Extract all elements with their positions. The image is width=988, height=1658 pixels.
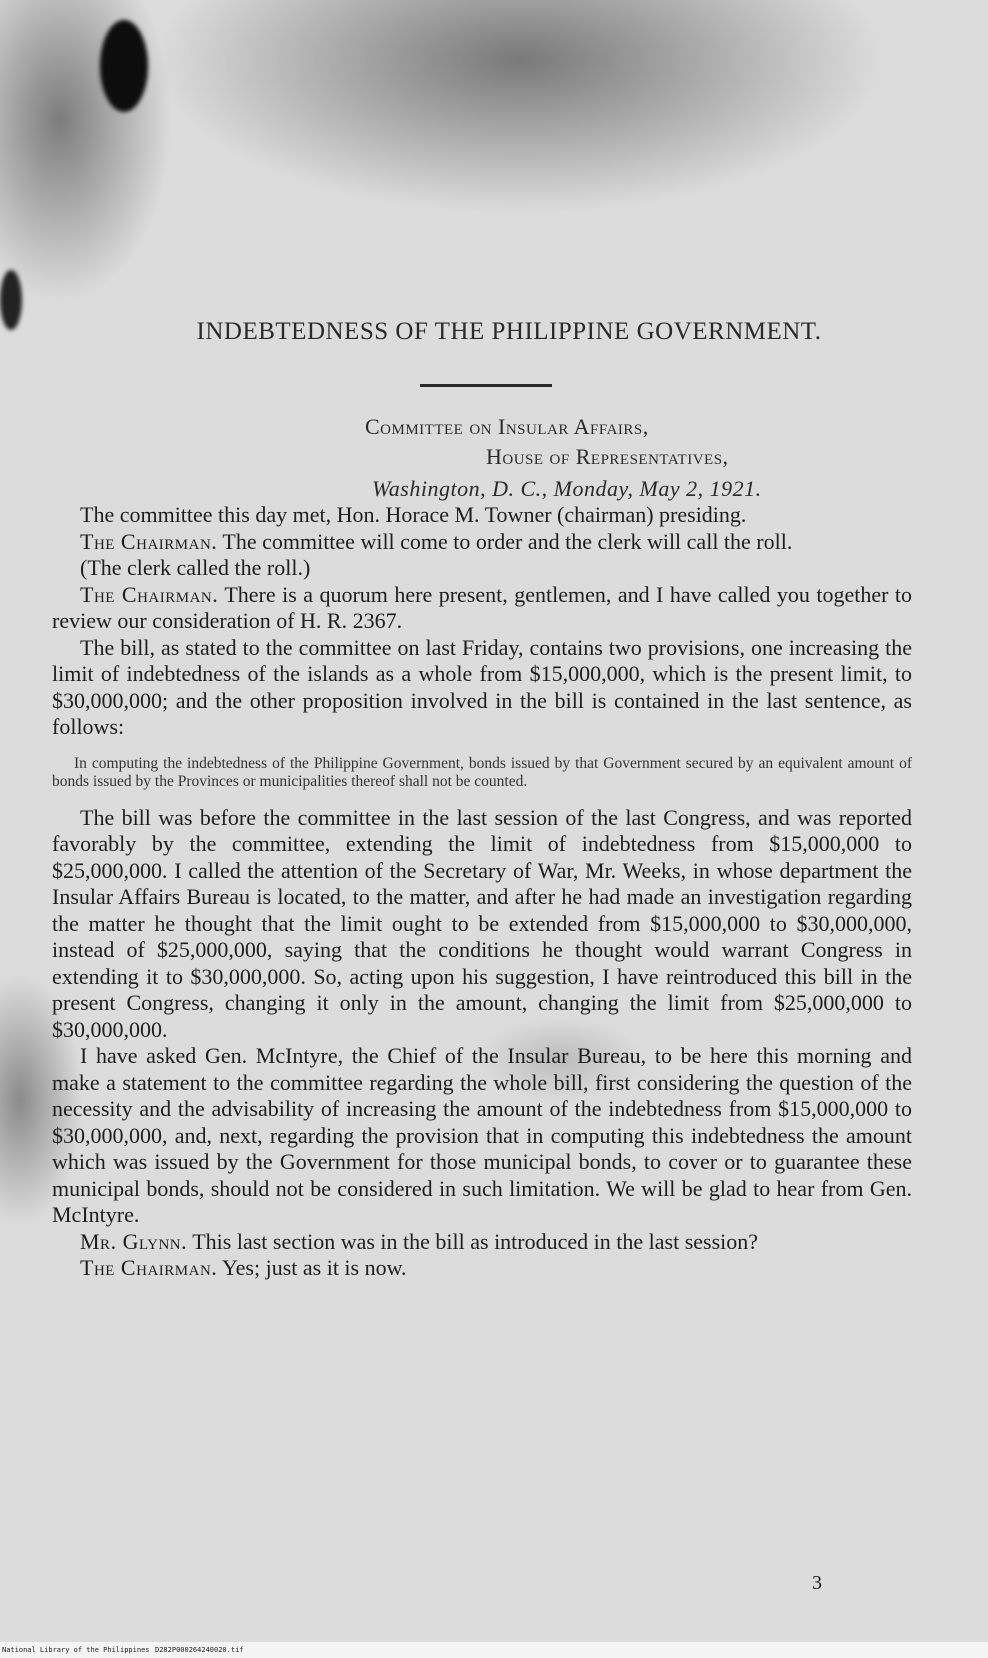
speaker-name: The Chairman. xyxy=(80,528,218,554)
paragraph xyxy=(52,582,912,635)
paragraph-text: I have asked Gen. McIntyre, the Chief of the Insular Bureau, to be here this morning and make a statement to the committee regarding the whole bill, first considering the question of the necessity and the advisability of increasing the amount of the indebtedness from $15,000,000 to $30,000,000, and, next, regarding the provision that in computing this indebtedness the amount which was issued by the Government for those municipal bonds, to cover or to guarantee these municipal bonds, should not be considered in such limitation. We will be glad to hear from Gen. McIntyre. xyxy=(52,1043,912,1227)
paragraph xyxy=(52,805,912,1044)
title-rule xyxy=(420,384,552,387)
speaker-name: The Chairman. xyxy=(80,1255,218,1280)
paragraph xyxy=(52,1255,912,1282)
scan-credit: National Library of the Philippines xyxy=(2,1646,150,1654)
paragraph-text: (The clerk called the roll.) xyxy=(80,555,311,580)
house-line: House of Representatives, xyxy=(486,444,729,469)
paragraph-text: The bill was before the committee in the last session of the last Congress, and was reported favorably by the committee, extending the limit of indebtedness from $15,000,000 to $25,000,000. I called the attention of the Secretary of War, Mr. Weeks, in whose department the Insular Affairs Bureau is located, to the matter, and after he had made an investigation regarding the matter he thought that the limit ought to be extended from $15,000,000 to $30,000,000, instead of $25,000,000, saying that the conditions he thought would warrant Congress in extending it to $30,000,000. So, acting upon his suggestion, I have reintroduced this bill in the present Congress, changing it only in the amount, changing the limit from $25,000,000 to $30,000,000. xyxy=(52,804,912,1042)
scan-filename: D282P000264240020.tif xyxy=(155,1646,244,1654)
paragraph-text: The bill, as stated to the committee on last Friday, contains two provisions, one increasing the limit of indebtedness of the islands as a whole from $15,000,000, which is the present limit, to $30,000,000; and the other proposition involved in the bill is contained in the last sentence, as follows: xyxy=(52,634,912,739)
dateline: Washington, D. C., Monday, May 2, 1921. xyxy=(372,476,762,501)
paragraph-text: The committee will come to order and the clerk will call the roll. xyxy=(217,528,793,554)
committee-line: Committee on Insular Affairs, xyxy=(365,414,649,439)
paragraph-text: The committee this day met, Hon. Horace M. Towner (chairman) presiding. xyxy=(80,502,747,527)
paragraph xyxy=(52,529,912,556)
paragraph xyxy=(52,502,912,529)
document-title: INDEBTEDNESS OF THE PHILIPPINE GOVERNMENT. xyxy=(196,318,822,345)
paragraph-text: This last section was in the bill as introduced in the last session? xyxy=(187,1228,759,1254)
paragraph xyxy=(52,635,912,741)
document-body xyxy=(52,502,912,1282)
paragraph xyxy=(52,1043,912,1229)
paragraph xyxy=(52,555,912,582)
paragraph-text: Yes; just as it is now. xyxy=(217,1255,407,1280)
paragraph xyxy=(52,1229,912,1256)
page-number: 3 xyxy=(812,1572,822,1594)
ink-blot xyxy=(100,20,148,112)
paragraph-text: There is a quorum here present, gentlemen, and I have called you together to review our consideration of H. R. 2367. xyxy=(52,581,912,633)
speaker-name: Mr. Glynn. xyxy=(80,1228,188,1254)
quoted-provision: In computing the indebtedness of the Philippine Government, bonds issued by that Government secured by an equivalent amount of bonds issued by the Provinces or municipalities thereof shall not be counted. xyxy=(52,754,912,790)
speaker-name: The Chairman. xyxy=(80,581,219,607)
